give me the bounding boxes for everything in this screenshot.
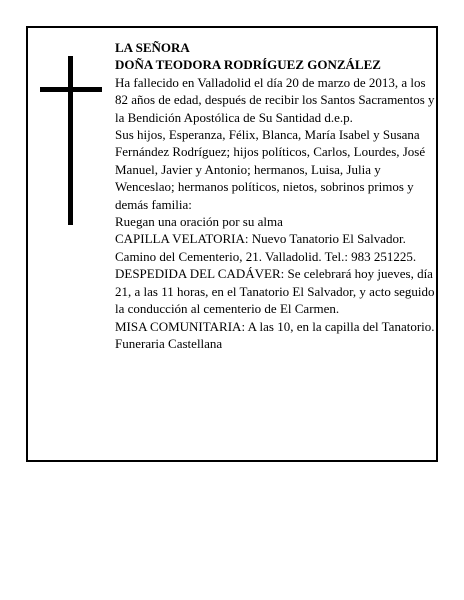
family-paragraph: Sus hijos, Esperanza, Félix, Blanca, María Isabel y Susana Fernández Rodríguez; hijos políticos, Carlos, Lourdes, José Manuel, Javier y Antonio; hermanos, Luisa, Julia y Wenceslao; hermanos políticos, nietos, sobrinos primos y demás familia: [115, 127, 426, 212]
chapel-paragraph: CAPILLA VELATORIA: Nuevo Tanatorio El Salvador. Camino del Cementerio, 21. Valladolid. Tel.: 983 251225. [115, 231, 417, 264]
farewell-paragraph: DESPEDIDA DEL CADÁVER: Se celebrará hoy jueves, día 21, a las 11 horas, en el Tanatorio El Salvador, y acto seguido la conducción al cementerio de El Carmen. [115, 266, 435, 317]
funeral-home: Funeraria Castellana [115, 335, 223, 351]
cross-vertical-bar [68, 56, 73, 225]
prayer-line: Ruegan una oración por su alma [115, 214, 283, 230]
cross-horizontal-bar [40, 87, 102, 92]
notice-text [115, 39, 435, 352]
obituary-notice [26, 26, 438, 462]
deceased-name: DOÑA TEODORA RODRÍGUEZ GONZÁLEZ [115, 57, 381, 73]
mass-paragraph: MISA COMUNITARIA: A las 10, en la capilla del Tanatorio. [115, 318, 435, 334]
notice-title: LA SEÑORA [115, 40, 190, 55]
passing-paragraph: Ha fallecido en Valladolid el día 20 de marzo de 2013, a los 82 años de edad, después de recibir los Santos Sacramentos y la Bendición Apostólica de Su Santidad d.e.p. [115, 74, 435, 125]
